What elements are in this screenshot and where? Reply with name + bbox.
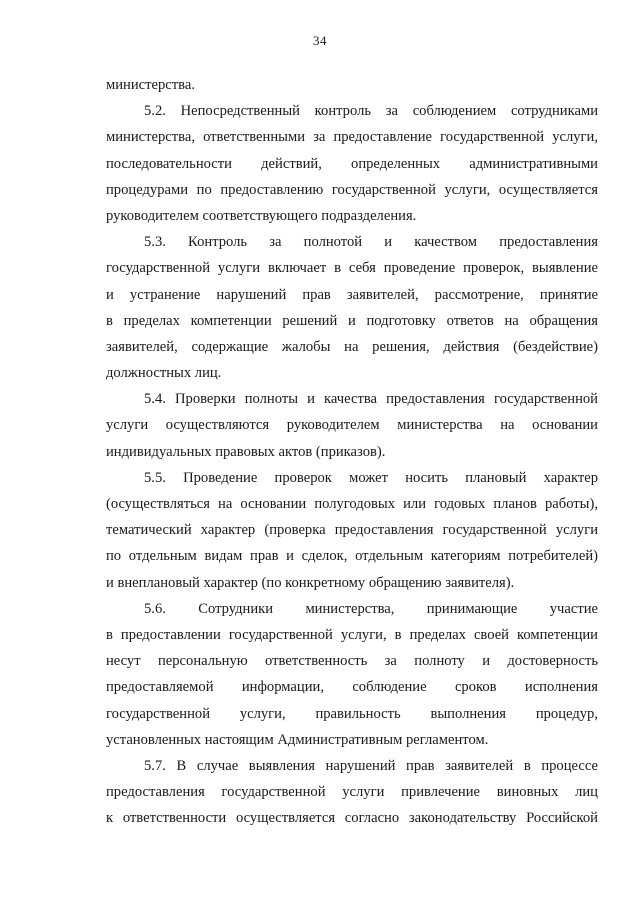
paragraph-5-6 [106,596,598,753]
paragraph-5-4 [106,386,598,465]
text-line: заявителей, содержащие жалобы на решения, действия (бездействие) [106,338,598,355]
text-line: 5.6. Сотрудники министерства, принимающие участие [144,600,598,617]
text-line: и внеплановый характер (по конкретному обращению заявителя). [106,574,515,591]
text-line: в пределах компетенции решений и подготовку ответов на обращения [106,312,598,329]
paragraph-5-3 [106,229,598,386]
text-line: в предоставлении государственной услуги, в пределах своей компетенции [106,626,598,643]
text-line: государственной услуги, правильность выполнения процедур, [106,705,598,722]
text-line: 5.3. Контроль за полнотой и качеством предоставления [144,234,598,251]
text-line: по отдельным видам прав и сделок, отдельным категориям потребителей) [106,548,598,565]
paragraph-5-5 [106,465,598,596]
text-line: предоставления государственной услуги привлечение виновных лиц [106,784,598,801]
paragraph-5-7 [106,753,598,832]
text-line: государственной услуги включает в себя проведение проверок, выявление [106,260,598,277]
text-line: к ответственности осуществляется согласно законодательству Российской [106,810,598,827]
text-line: 5.7. В случае выявления нарушений прав заявителей в процессе [144,757,598,774]
text-line: министерства. [106,77,195,93]
text-line: тематический характер (проверка предоставления государственной услуги [106,522,598,539]
text-line: индивидуальных правовых актов (приказов). [106,443,386,460]
text-line: несут персональную ответственность за полноту и достоверность [106,653,598,670]
text-line: должностных лиц. [106,365,222,382]
text-line: и устранение нарушений прав заявителей, рассмотрение, принятие [106,286,598,303]
text-line: 5.4. Проверки полноты и качества предоставления государственной [144,391,598,408]
text-line: процедурами по предоставлению государственной услуги, осуществляется [106,181,598,198]
paragraph-5-2 [106,98,598,229]
text-line: руководителем соответствующего подразделения. [106,207,417,224]
document-body [106,72,598,831]
text-line: министерства, ответственными за предоставление государственной услуги, [106,129,598,146]
page-number: 34 [313,33,327,48]
text-line: 5.2. Непосредственный контроль за соблюдением сотрудниками [144,103,598,120]
text-line: 5.5. Проведение проверок может носить плановый характер [144,469,598,486]
paragraph-continuation [106,72,598,98]
text-line: услуги осуществляются руководителем министерства на основании [106,417,598,434]
text-line: последовательности действий, определенных административными [106,155,598,172]
text-line: (осуществляться на основании полугодовых или годовых планов работы), [106,496,598,512]
text-line: предоставляемой информации, соблюдение сроков исполнения [106,679,598,696]
text-line: установленных настоящим Административным регламентом. [106,731,489,748]
